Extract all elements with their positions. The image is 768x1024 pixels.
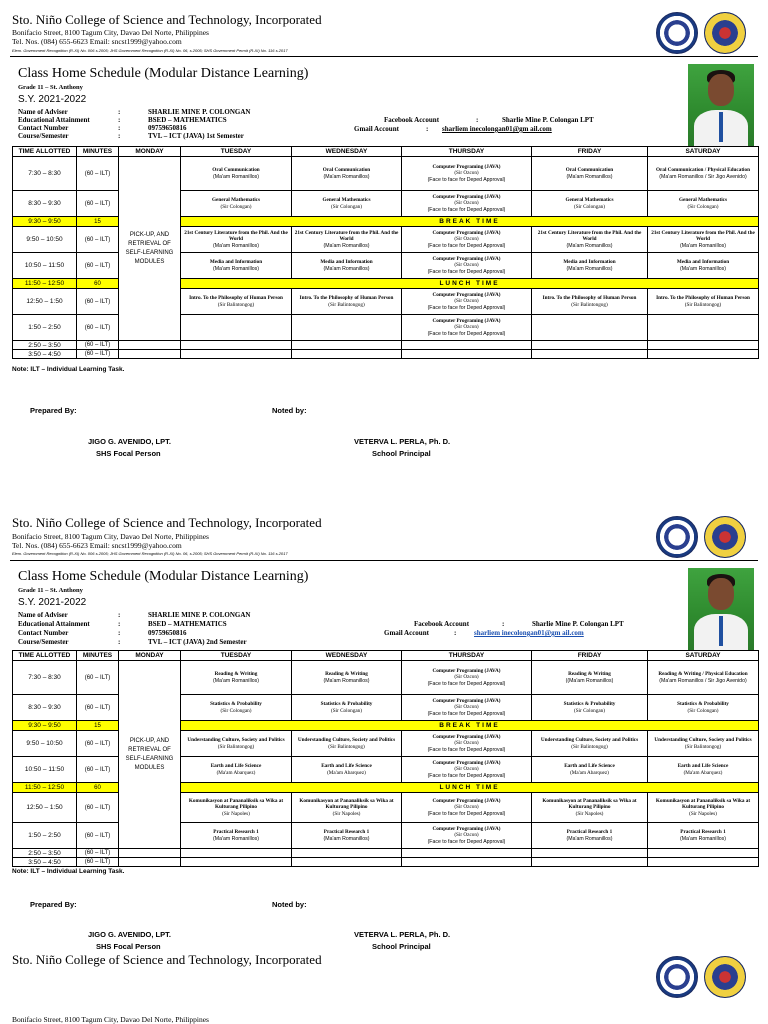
empty-cell [292,350,402,359]
empty-cell [181,341,292,350]
subject-cell: Computer Programing (JAVA) (Sir Ozcon) (Face to face for Deped Approval) [402,823,532,849]
subject-cell: Understanding Culture, Society and Politics (Sir Balintongog) [292,731,402,757]
label-adviser: Name of Adviser [18,611,68,619]
minutes-cell: 15 [77,217,119,227]
empty-cell [532,315,648,341]
ilt-note: Note: ILT – Individual Learning Task. [12,868,125,875]
time-cell: 7:30 – 8:30 [13,661,77,695]
time-cell: 1:50 – 2:50 [13,823,77,849]
empty-cell [402,341,532,350]
time-cell: 10:50 – 11:50 [13,757,77,783]
noted-by-name: VETERVA L. PERLA, Ph. D. [354,930,451,939]
subject-cell: Intro. To the Philosophy of Human Person (Sir Balintongog) [292,289,402,315]
break-time-band: BREAK TIME [181,721,759,731]
schedule-title: Class Home Schedule (Modular Distance Learning) [18,569,309,584]
subject-cell: Komunikasyon at Pananaliksik sa Wika at Kulturang Pilipino (Sir Napoles) [292,793,402,823]
table-row [13,350,759,359]
school-address: Bonifacio Street, 8100 Tagum City, Davao Del Norte, Philippines [12,532,209,541]
empty-cell [292,341,402,350]
subject-cell: Oral Communication (Ma'am Romanillos) [181,157,292,191]
header-wednesday: WEDNESDAY [292,147,402,157]
adviser-contact: 09759650816 [148,629,187,637]
monday-modules-cell: PICK-UP, AND RETRIEVAL OF SELF-LEARNING MODULES [119,661,181,849]
header-minutes: MINUTES [77,147,119,157]
minutes-cell: (60 – ILT) [77,191,119,217]
empty-cell [181,350,292,359]
subject-cell: Computer Programing (JAVA) (Sir Ozcon) (Face to face for Deped Approval) [402,793,532,823]
school-seal-icon [704,516,746,558]
colon: : [476,116,479,124]
subject-cell: Computer Programing (JAVA) (Sir Ozcon) (Face to face for Deped Approval) [402,757,532,783]
colon: : [118,611,121,619]
deped-seal-icon [656,516,698,558]
subject-cell: Practical Research 1 (Ma'am Romanillos) [648,823,759,849]
subject-cell: Oral Communication (Ma'am Romanillos) [292,157,402,191]
time-cell: 9:30 – 9:50 [13,721,77,731]
prepared-by-label: Prepared By: [30,406,77,415]
subject-cell: Media and Information (Ma'am Romanillos) [532,253,648,279]
empty-cell [402,858,532,867]
empty-cell [292,858,402,867]
colon: : [118,638,121,646]
time-cell: 3:50 – 4:50 [13,350,77,359]
course-semester: TVL – ICT (JAVA) 1st Semester [148,132,244,140]
subject-cell: Practical Research 1 (Ma'am Romanillos) [181,823,292,849]
time-cell: 12:50 – 1:50 [13,289,77,315]
empty-cell [402,849,532,858]
adviser-attainment: BSED – MATHEMATICS [148,620,227,628]
label-gmail: Gmail Account [384,629,429,637]
school-address: Bonifacio Street, 8100 Tagum City, Davao Del Norte, Philippines [12,28,209,37]
empty-cell [648,315,759,341]
header-rule [10,56,758,57]
minutes-cell: (60 – ILT) [77,157,119,191]
label-facebook: Facebook Account [384,116,440,124]
subject-cell: Earth and Life Science (Ma'am Abarquez) [292,757,402,783]
header-friday: FRIDAY [532,147,648,157]
colon: : [118,108,121,116]
table-row [13,849,759,858]
header-monday: MONDAY [119,651,181,661]
colon: : [118,124,121,132]
time-cell: 8:30 – 9:30 [13,191,77,217]
minutes-cell: (60 – ILT) [77,731,119,757]
school-year: S.Y. 2021-2022 [18,94,87,105]
facebook-account: Sharlie Mine P. Colongan LPT [502,116,594,124]
minutes-cell: (60 – ILT) [77,858,119,867]
minutes-cell: (60 – ILT) [77,253,119,279]
noted-by-name: VETERVA L. PERLA, Ph. D. [354,437,451,446]
colon: : [118,620,121,628]
subject-cell: 21st Century Literature from the Phil. And the World (Ma'am Romanillos) [532,227,648,253]
subject-cell: Intro. To the Philosophy of Human Person (Sir Balintongog) [648,289,759,315]
prepared-by-label: Prepared By: [30,900,77,909]
subject-cell: Statistics & Probability (Sir Colongan) [532,695,648,721]
lunch-time-band: LUNCH TIME [181,279,759,289]
grade-section: Grade 11 – St. Anthony [18,587,83,594]
header-rule [10,560,758,561]
subject-cell: Computer Programing (JAVA) (Sir Ozcon) (Face to face for Deped Approval) [402,227,532,253]
subject-cell: Practical Research 1 (Ma'am Romanillos) [292,823,402,849]
table-row [13,858,759,867]
subject-cell: Computer Programing (JAVA) (Sir Ozcon) (Face to face for Deped Approval) [402,289,532,315]
header-minutes: MINUTES [77,651,119,661]
header-saturday: SATURDAY [648,147,759,157]
colon: : [502,620,505,628]
time-cell: 2:50 – 3:50 [13,341,77,350]
school-year: S.Y. 2021-2022 [18,597,87,608]
colon: : [118,116,121,124]
colon: : [454,629,457,637]
prepared-by-role: SHS Focal Person [96,942,161,951]
noted-by-label: Noted by: [272,900,307,909]
colon: : [426,125,429,133]
minutes-cell: (60 – ILT) [77,289,119,315]
gmail-link[interactable]: sharliem inecolongan01@gm ail.com [474,629,584,637]
table-row [13,157,759,191]
empty-cell [532,341,648,350]
subject-cell: Computer Programing (JAVA) (Sir Ozcon) (Face to face for Deped Approval) [402,157,532,191]
subject-cell: Media and Information (Ma'am Romanillos) [181,253,292,279]
empty-cell [181,315,292,341]
school-address: Bonifacio Street, 8100 Tagum City, Davao Del Norte, Philippines [12,1015,209,1024]
minutes-cell: (60 – ILT) [77,793,119,823]
school-name: Sto. Niño College of Science and Technology, Incorporated [12,12,322,27]
break-time-band: BREAK TIME [181,217,759,227]
prepared-by-name: JIGO G. AVENIDO, LPT. [88,437,171,446]
prepared-by-role: SHS Focal Person [96,449,161,458]
subject-cell: Understanding Culture, Society and Politics (Sir Balintongog) [181,731,292,757]
time-cell: 12:50 – 1:50 [13,793,77,823]
adviser-name: SHARLIE MINE P. COLONGAN [148,611,251,619]
subject-cell: Oral Communication (Ma'am Romanillos) [532,157,648,191]
minutes-cell: (60 – ILT) [77,695,119,721]
subject-cell: Computer Programing (JAVA) (Sir Ozcon) (Face to face for Deped Approval) [402,191,532,217]
label-gmail: Gmail Account [354,125,399,133]
subject-cell: Earth and Life Science (Ma'am Abarquez) [648,757,759,783]
time-cell: 9:50 – 10:50 [13,731,77,757]
minutes-cell: (60 – ILT) [77,661,119,695]
ilt-note: Note: ILT – Individual Learning Task. [12,366,125,373]
subject-cell: General Mathematics (Sir Colongan) [648,191,759,217]
subject-cell: Media and Information (Ma'am Romanillos) [648,253,759,279]
subject-cell: Understanding Culture, Society and Politics (Sir Balintongog) [648,731,759,757]
subject-cell: General Mathematics (Sir Colongan) [181,191,292,217]
time-cell: 10:50 – 11:50 [13,253,77,279]
adviser-name: SHARLIE MINE P. COLONGAN [148,108,251,116]
header-thursday: THURSDAY [402,147,532,157]
prepared-by-name: JIGO G. AVENIDO, LPT. [88,930,171,939]
label-contact: Contact Number [18,629,69,637]
subject-cell: Media and Information (Ma'am Romanillos) [292,253,402,279]
minutes-cell: (60 – ILT) [77,849,119,858]
subject-cell: Reading & Writing (Ma'am Romanillos) [181,661,292,695]
header-friday: FRIDAY [532,651,648,661]
subject-cell: Earth and Life Science (Ma'am Abarquez) [181,757,292,783]
empty-cell [119,858,181,867]
noted-by-role: School Principal [372,942,431,951]
time-cell: 8:30 – 9:30 [13,695,77,721]
schedule-title: Class Home Schedule (Modular Distance Learning) [18,66,309,81]
minutes-cell: (60 – ILT) [77,315,119,341]
empty-cell [181,849,292,858]
subject-cell: General Mathematics (Sir Colongan) [532,191,648,217]
school-name: Sto. Niño College of Science and Technology, Incorporated [12,952,322,967]
schedule-table-sem2 [12,650,759,867]
subject-cell: Computer Programing (JAVA) (Sir Ozcon) (Face to face for Deped Approval) [402,731,532,757]
empty-cell [532,350,648,359]
subject-cell: Reading & Writing / Physical Education (Ma'am Romanillos / Sir Jigo Avenido) [648,661,759,695]
subject-cell: Practical Research 1 (Ma'am Romanillos) [532,823,648,849]
subject-cell: Intro. To the Philosophy of Human Person (Sir Balintongog) [181,289,292,315]
time-cell: 1:50 – 2:50 [13,315,77,341]
school-contact: Tel. Nos. (084) 655-6623 Email: sncst1999@yahoo.com [12,37,182,46]
subject-cell: Computer Programing (JAVA) (Sir Ozcon) (Face to face for Deped Approval) [402,661,532,695]
table-row [13,341,759,350]
empty-cell [532,858,648,867]
label-attainment: Educational Attainment [18,116,90,124]
minutes-cell: (60 – ILT) [77,823,119,849]
header-tuesday: TUESDAY [181,651,292,661]
minutes-cell: (60 – ILT) [77,350,119,359]
subject-cell: Komunikasyon at Pananaliksik sa Wika at Kulturang Pilipino (Sir Napoles) [532,793,648,823]
school-name: Sto. Niño College of Science and Technology, Incorporated [12,515,322,530]
label-adviser: Name of Adviser [18,108,68,116]
label-attainment: Educational Attainment [18,620,90,628]
adviser-photo [688,64,754,146]
subject-cell: Oral Communication / Physical Education (Ma'am Romanillos / Sir Jigo Avenido) [648,157,759,191]
adviser-photo [688,568,754,650]
empty-cell [648,849,759,858]
subject-cell: Computer Programing (JAVA) (Sir Ozcon) (Face to face for Deped Approval) [402,695,532,721]
time-cell: 2:50 – 3:50 [13,849,77,858]
subject-cell: Reading & Writing ((Ma'am Romanillos) [532,661,648,695]
monday-modules-cell: PICK-UP, AND RETRIEVAL OF SELF-LEARNING MODULES [119,157,181,341]
empty-cell [119,350,181,359]
school-seal-icon [704,12,746,54]
school-seal-icon [704,956,746,998]
empty-cell [119,341,181,350]
empty-cell [292,849,402,858]
deped-seal-icon [656,956,698,998]
subject-cell: Statistics & Probability (Sir Colongan) [648,695,759,721]
subject-cell: Intro. To the Philosophy of Human Person (Sir Balintongog) [532,289,648,315]
adviser-contact: 09759650816 [148,124,187,132]
minutes-cell: 60 [77,783,119,793]
minutes-cell: 60 [77,279,119,289]
subject-cell: Computer Programing (JAVA) (Sir Ozcon) (Face to face for Deped Approval) [402,315,532,341]
time-cell: 7:30 – 8:30 [13,157,77,191]
adviser-attainment: BSED – MATHEMATICS [148,116,227,124]
time-cell: 11:50 – 12:50 [13,279,77,289]
course-semester: TVL – ICT (JAVA) 2nd Semester [148,638,247,646]
label-course: Course/Semester [18,638,69,646]
label-course: Course/Semester [18,132,69,140]
deped-seal-icon [656,12,698,54]
empty-cell [292,315,402,341]
subject-cell: Earth and Life Science (Ma'am Abarquez) [532,757,648,783]
empty-cell [402,350,532,359]
subject-cell: 21st Century Literature from the Phil. And the World (Ma'am Romanillos) [648,227,759,253]
time-cell: 11:50 – 12:50 [13,783,77,793]
time-cell: 9:50 – 10:50 [13,227,77,253]
header-wednesday: WEDNESDAY [292,651,402,661]
minutes-cell: (60 – ILT) [77,341,119,350]
subject-cell: Statistics & Probability (Sir Colongan) [181,695,292,721]
table-row [13,661,759,695]
header-saturday: SATURDAY [648,651,759,661]
school-contact: Tel. Nos. (084) 655-6623 Email: sncst1999@yahoo.com [12,541,182,550]
empty-cell [648,350,759,359]
noted-by-role: School Principal [372,449,431,458]
schedule-table-sem1 [12,146,759,359]
subject-cell: 21st Century Literature from the Phil. And the World (Ma'am Romanillos) [181,227,292,253]
gmail-link[interactable]: sharliem inecolongan01@gm ail.com [442,125,552,133]
lunch-time-band: LUNCH TIME [181,783,759,793]
header-time: TIME ALLOTTED [13,147,77,157]
header-tuesday: TUESDAY [181,147,292,157]
header-thursday: THURSDAY [402,651,532,661]
label-contact: Contact Number [18,124,69,132]
time-cell: 3:50 – 4:50 [13,858,77,867]
empty-cell [181,858,292,867]
subject-cell: Reading & Writing (Ma'am Romanillos) [292,661,402,695]
label-facebook: Facebook Account [414,620,470,628]
empty-cell [119,849,181,858]
minutes-cell: 15 [77,721,119,731]
empty-cell [648,858,759,867]
minutes-cell: (60 – ILT) [77,227,119,253]
header-monday: MONDAY [119,147,181,157]
subject-cell: Computer Programing (JAVA) (Sir Ozcon) (Face to face for Deped Approval) [402,253,532,279]
empty-cell [648,341,759,350]
colon: : [118,629,121,637]
subject-cell: Komunikasyon at Pananaliksik sa Wika at Kulturang Pilipino (Sir Napoles) [648,793,759,823]
school-recognition: Elem. Government Recognition (R-XI) No. 006 s.2005; JHS Government Recognition (R-XI) No. 06, s.2005; SHS Government Permit (R-XI) No. 116 s.2017 [12,48,288,53]
subject-cell: Komunikasyon at Pananaliksik sa Wika at Kulturang Pilipino (Sir Napoles) [181,793,292,823]
facebook-account: Sharlie Mine P. Colongan LPT [532,620,624,628]
school-recognition: Elem. Government Recognition (R-XI) No. 006 s.2005; JHS Government Recognition (R-XI) No. 06, s.2005; SHS Government Permit (R-XI) No. 116 s.2017 [12,551,288,556]
time-cell: 9:30 – 9:50 [13,217,77,227]
minutes-cell: (60 – ILT) [77,757,119,783]
subject-cell: Statistics & Probability (Sir Colongan) [292,695,402,721]
grade-section: Grade 11 – St. Anthony [18,84,83,91]
subject-cell: 21st Century Literature from the Phil. And the World (Ma'am Romanillos) [292,227,402,253]
noted-by-label: Noted by: [272,406,307,415]
colon: : [118,132,121,140]
subject-cell: General Mathematics (Sir Colongan) [292,191,402,217]
header-time: TIME ALLOTTED [13,651,77,661]
subject-cell: Understanding Culture, Society and Politics (Sir Balintongog) [532,731,648,757]
empty-cell [532,849,648,858]
